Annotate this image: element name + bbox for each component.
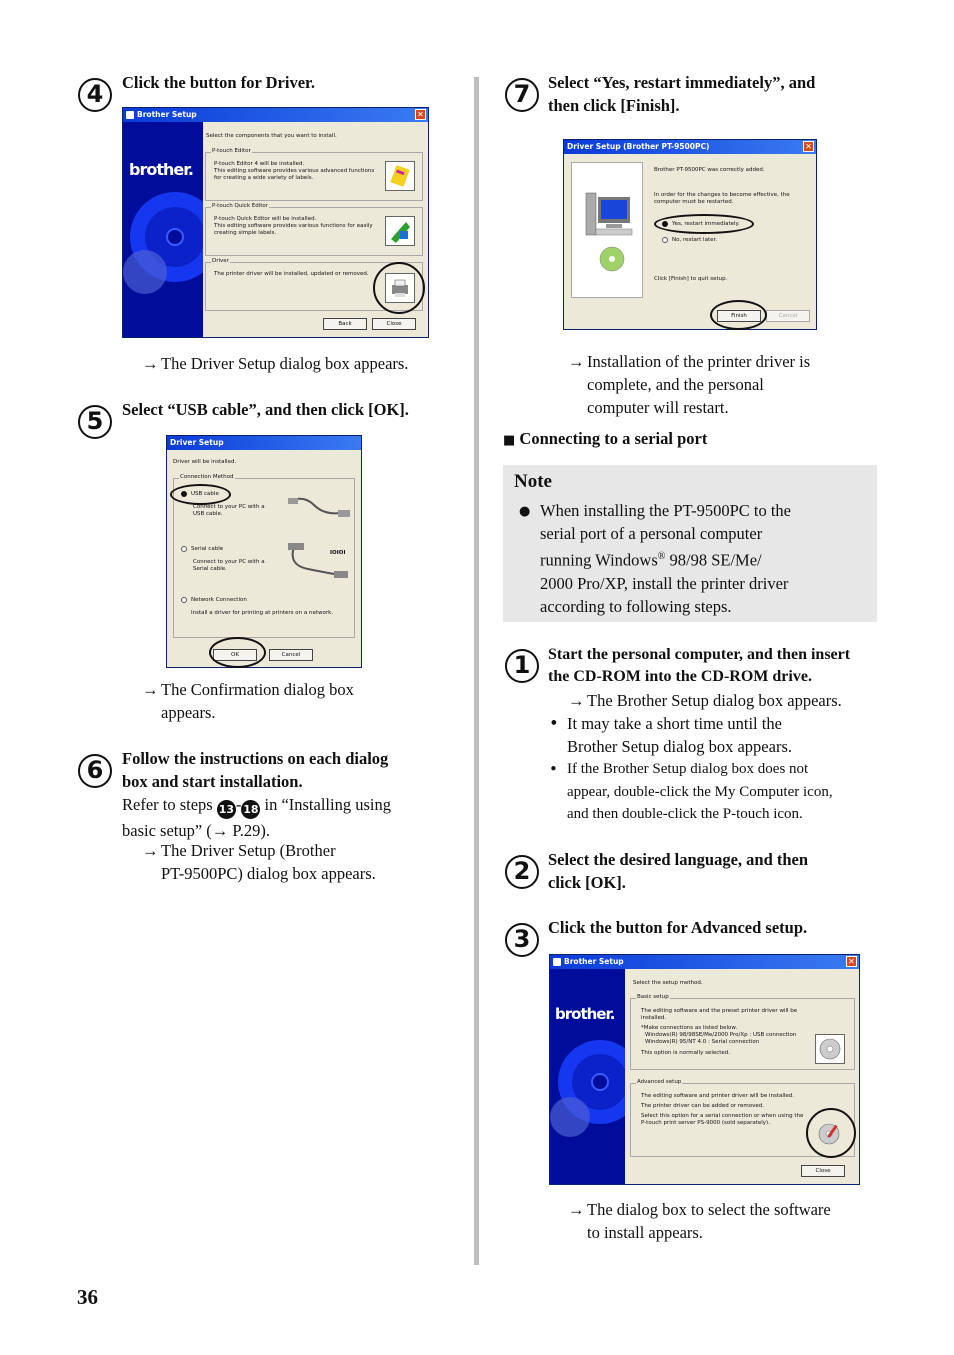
group-text: installed.: [641, 1015, 667, 1021]
ptouch-editor-button[interactable]: [385, 161, 415, 191]
serial-section-heading: [503, 427, 707, 452]
cancel-button[interactable]: Cancel: [766, 310, 810, 322]
cancel-button[interactable]: Cancel: [269, 649, 313, 661]
step-1-result: [568, 689, 842, 712]
group-text: This option is normally selected.: [641, 1050, 731, 1056]
arrow-glyph: →: [568, 1200, 585, 1219]
dialog-intro: Driver will be installed.: [173, 459, 237, 465]
arrow-glyph: →: [568, 691, 585, 710]
close-icon[interactable]: ✕: [415, 109, 426, 120]
step-3-heading: Click the button for Advanced setup.: [548, 918, 808, 937]
serial-cable-icon: [284, 541, 352, 581]
group-text: *Make connections as listed below.: [641, 1025, 738, 1031]
result-text: PT-9500PC) dialog box appears.: [161, 864, 376, 883]
network-radio[interactable]: [181, 597, 187, 603]
body-text: -: [235, 795, 242, 814]
step-1-bullet-2: [567, 758, 833, 826]
note-line: serial port of a personal computer: [540, 524, 763, 543]
step-1-heading: [548, 644, 850, 688]
result-text: computer will restart.: [587, 398, 729, 417]
group-text: Select this option for a serial connection or when using the: [641, 1113, 804, 1119]
step-2-number: 2: [505, 855, 539, 889]
step-6-result: [142, 839, 376, 885]
group-label: Basic setup: [637, 994, 669, 1000]
result-text: The Brother Setup dialog box appears.: [587, 691, 842, 710]
step-7-result: [568, 350, 811, 419]
yes-highlight-circle: [654, 214, 754, 234]
note-line: running Windows: [540, 550, 658, 570]
brand-sidebar: [123, 122, 203, 337]
step-3-number: 3: [505, 923, 539, 957]
close-icon[interactable]: ✕: [803, 141, 814, 152]
body-text: in “Installing using: [260, 795, 391, 814]
step-6-body: [122, 793, 391, 842]
heading-line: Select the desired language, and then: [548, 850, 809, 869]
group-text: The editing software and the preset printer driver will be: [641, 1008, 798, 1014]
serial-desc: Connect to your PC with a: [193, 559, 265, 565]
group-text: This editing software provides various functions for easily: [214, 223, 373, 229]
group-text: Windows(R) 95/NT 4.0 : Serial connection: [645, 1039, 760, 1045]
heading-line: Start the personal computer, and then insert: [548, 646, 851, 663]
bullet-line: appear, double-click the My Computer icon,: [567, 783, 833, 800]
basic-setup-button[interactable]: [815, 1034, 845, 1064]
app-icon: [126, 111, 134, 119]
result-text: complete, and the personal: [587, 375, 764, 394]
result-text: to install appears.: [587, 1223, 703, 1242]
result-text: The Driver Setup dialog box appears.: [161, 354, 409, 373]
quick-editor-button[interactable]: [385, 216, 415, 246]
group-label: Driver: [212, 258, 229, 264]
step-5-number: 5: [78, 405, 112, 439]
result-text: The Driver Setup (Brother: [161, 841, 336, 860]
usb-desc: Connect to your PC with a: [193, 504, 265, 510]
brother-logo: brother.: [129, 160, 193, 179]
dialog-text: Click [Finish] to quit setup.: [654, 276, 728, 282]
yes-restart-label[interactable]: Yes, restart immediately.: [672, 221, 740, 227]
bullet-line: If the Brother Setup dialog box does not: [567, 761, 809, 777]
serial-radio[interactable]: [181, 546, 187, 552]
group-text: P-touch print server PS-9000 (sold separately).: [641, 1120, 770, 1126]
square-bullet: ■: [503, 433, 516, 448]
group-text: P-touch Quick Editor will be installed.: [214, 216, 317, 222]
step-1-number: 1: [505, 649, 539, 683]
step-5-heading: Select “USB cable”, and then click [OK].: [122, 400, 409, 419]
arrow-glyph: →: [142, 841, 159, 860]
finish-button[interactable]: Finish: [717, 310, 761, 322]
advanced-highlight-circle: [806, 1108, 856, 1158]
note-bullet: ●: [519, 504, 531, 519]
page-number: 36: [77, 1285, 98, 1309]
driver-setup-pt9500pc-dialog: [563, 139, 817, 330]
step-5-result: [142, 678, 354, 724]
step-ref-18: 18: [241, 800, 260, 819]
arrow-glyph: →: [568, 352, 585, 371]
brother-logo: brother.: [555, 1005, 615, 1023]
step-6-number: 6: [78, 754, 112, 788]
dialog-text: computer must be restarted.: [654, 199, 734, 205]
highlight-circle: [373, 262, 425, 314]
group-ptouch-editor: [205, 148, 423, 201]
group-text: This editing software provides various advanced functions: [214, 168, 375, 174]
result-text: The dialog box to select the software: [587, 1200, 831, 1219]
column-divider: [474, 77, 479, 1265]
result-text: appears.: [161, 703, 216, 722]
note-box: [503, 465, 877, 622]
ptouch-editor-icon: [386, 162, 414, 190]
dialog-intro: Select the setup method.: [633, 980, 703, 986]
dialog-title: Driver Setup: [170, 438, 224, 447]
bullet-dot: •: [549, 760, 558, 778]
step-7-number: 7: [505, 78, 539, 112]
step-4-number: 4: [78, 78, 112, 112]
body-text: basic setup” (→ P.29).: [122, 821, 271, 840]
usb-highlight-circle: [170, 484, 231, 505]
usb-label[interactable]: USB cable: [191, 491, 219, 497]
dialog-text: Brother PT-9500PC was correctly added.: [654, 167, 765, 173]
ok-button[interactable]: OK: [213, 649, 257, 661]
bullet-dot: •: [549, 714, 559, 733]
note-title: Note: [514, 471, 552, 492]
serial-label[interactable]: Serial cable: [191, 546, 224, 552]
arrow-glyph: →: [142, 354, 159, 373]
result-text: The Confirmation dialog box: [161, 680, 354, 699]
driver-setup-dialog: [166, 435, 362, 668]
step-1-bullet-1: [567, 712, 792, 758]
close-button[interactable]: Close: [801, 1165, 845, 1177]
group-text: The editing software and printer driver will be installed.: [641, 1093, 795, 1099]
dialog-title: Brother Setup: [564, 957, 624, 966]
step-6-heading: [122, 747, 388, 793]
group-text: Windows(R) 98/98SE/Me/2000 Pro/Xp : USB connection: [645, 1032, 797, 1038]
no-restart-radio[interactable]: [662, 237, 668, 243]
brother-setup-advanced-dialog: [549, 954, 860, 1185]
usb-desc: USB cable.: [193, 511, 223, 517]
group-text: The printer driver can be added or removed.: [641, 1103, 764, 1109]
serial-marks: IOIOI: [330, 550, 346, 556]
close-icon[interactable]: ✕: [846, 956, 857, 967]
step-4-heading: Click the button for Driver.: [122, 73, 315, 92]
arrow-glyph: →: [142, 680, 159, 699]
group-label: P-touch Quick Editor: [212, 203, 269, 209]
serial-desc: Serial cable.: [193, 566, 227, 572]
registered-mark: ®: [657, 551, 666, 562]
usb-cable-icon: [284, 493, 352, 525]
note-text: [540, 499, 791, 618]
result-text: Installation of the printer driver is: [587, 352, 811, 371]
network-label[interactable]: Network Connection: [191, 597, 247, 603]
cd-icon: [816, 1035, 844, 1063]
step-4-result: [142, 352, 409, 375]
cd-disc-graphic: [550, 969, 625, 1184]
section-title: Connecting to a serial port: [519, 429, 708, 448]
note-line: 2000 Pro/XP, install the printer driver: [540, 573, 789, 593]
app-icon: [553, 958, 561, 966]
no-restart-label[interactable]: No, restart later.: [672, 237, 718, 243]
bullet-line: Brother Setup dialog box appears.: [567, 737, 792, 756]
quick-editor-icon: [386, 217, 414, 245]
body-text: Refer to steps: [122, 795, 217, 814]
group-text: The printer driver will be installed, updated or removed.: [214, 271, 369, 277]
back-button[interactable]: Back: [323, 318, 367, 330]
group-label: Advanced setup: [637, 1079, 682, 1085]
group-text: for creating a wide variety of labels.: [214, 175, 314, 181]
dialog-text: In order for the changes to become effective, the: [654, 192, 790, 198]
dialog-title: Driver Setup (Brother PT-9500PC): [567, 142, 710, 151]
ok-highlight-circle: [209, 637, 266, 668]
heading-line: then click [Finish].: [548, 96, 680, 115]
heading-line: Follow the instructions on each dialog: [122, 749, 389, 768]
dialog-title: Brother Setup: [137, 110, 197, 119]
step-3-result: [568, 1198, 831, 1244]
bullet-line: and then double-click the P-touch icon.: [567, 806, 803, 822]
computer-illustration-panel: [571, 162, 643, 298]
bullet-line: It may take a short time until the: [567, 714, 782, 733]
heading-line: the CD-ROM into the CD-ROM drive.: [548, 668, 812, 685]
step-2-heading: [548, 848, 808, 894]
brand-sidebar: [550, 969, 625, 1184]
group-text: creating simple labels.: [214, 230, 277, 236]
dialog-intro: Select the components that you want to install.: [206, 133, 337, 139]
cd-disc-graphic: [123, 122, 203, 337]
group-text: P-touch Editor 4 will be installed.: [214, 161, 305, 167]
group-label: P-touch Editor: [212, 148, 251, 154]
step-7-heading: [548, 71, 815, 117]
heading-line: box and start installation.: [122, 772, 303, 791]
heading-line: Select “Yes, restart immediately”, and: [548, 73, 816, 92]
step-ref-13: 13: [217, 800, 236, 819]
computer-cd-icon: [572, 163, 642, 297]
close-button[interactable]: Close: [372, 318, 416, 330]
brother-setup-dialog: [122, 107, 429, 338]
note-line: 98/98 SE/Me/: [665, 550, 762, 570]
group-ptouch-quick-editor: [205, 203, 423, 256]
note-line: When installing the PT-9500PC to the: [540, 501, 792, 520]
network-desc: Install a driver for printing at printers on a network.: [191, 610, 334, 616]
note-line: according to following steps.: [540, 596, 732, 616]
finish-highlight-circle: [710, 300, 767, 330]
group-label: Connection Method: [180, 474, 234, 480]
heading-line: click [OK].: [548, 873, 626, 892]
basic-setup-group: [630, 994, 855, 1070]
